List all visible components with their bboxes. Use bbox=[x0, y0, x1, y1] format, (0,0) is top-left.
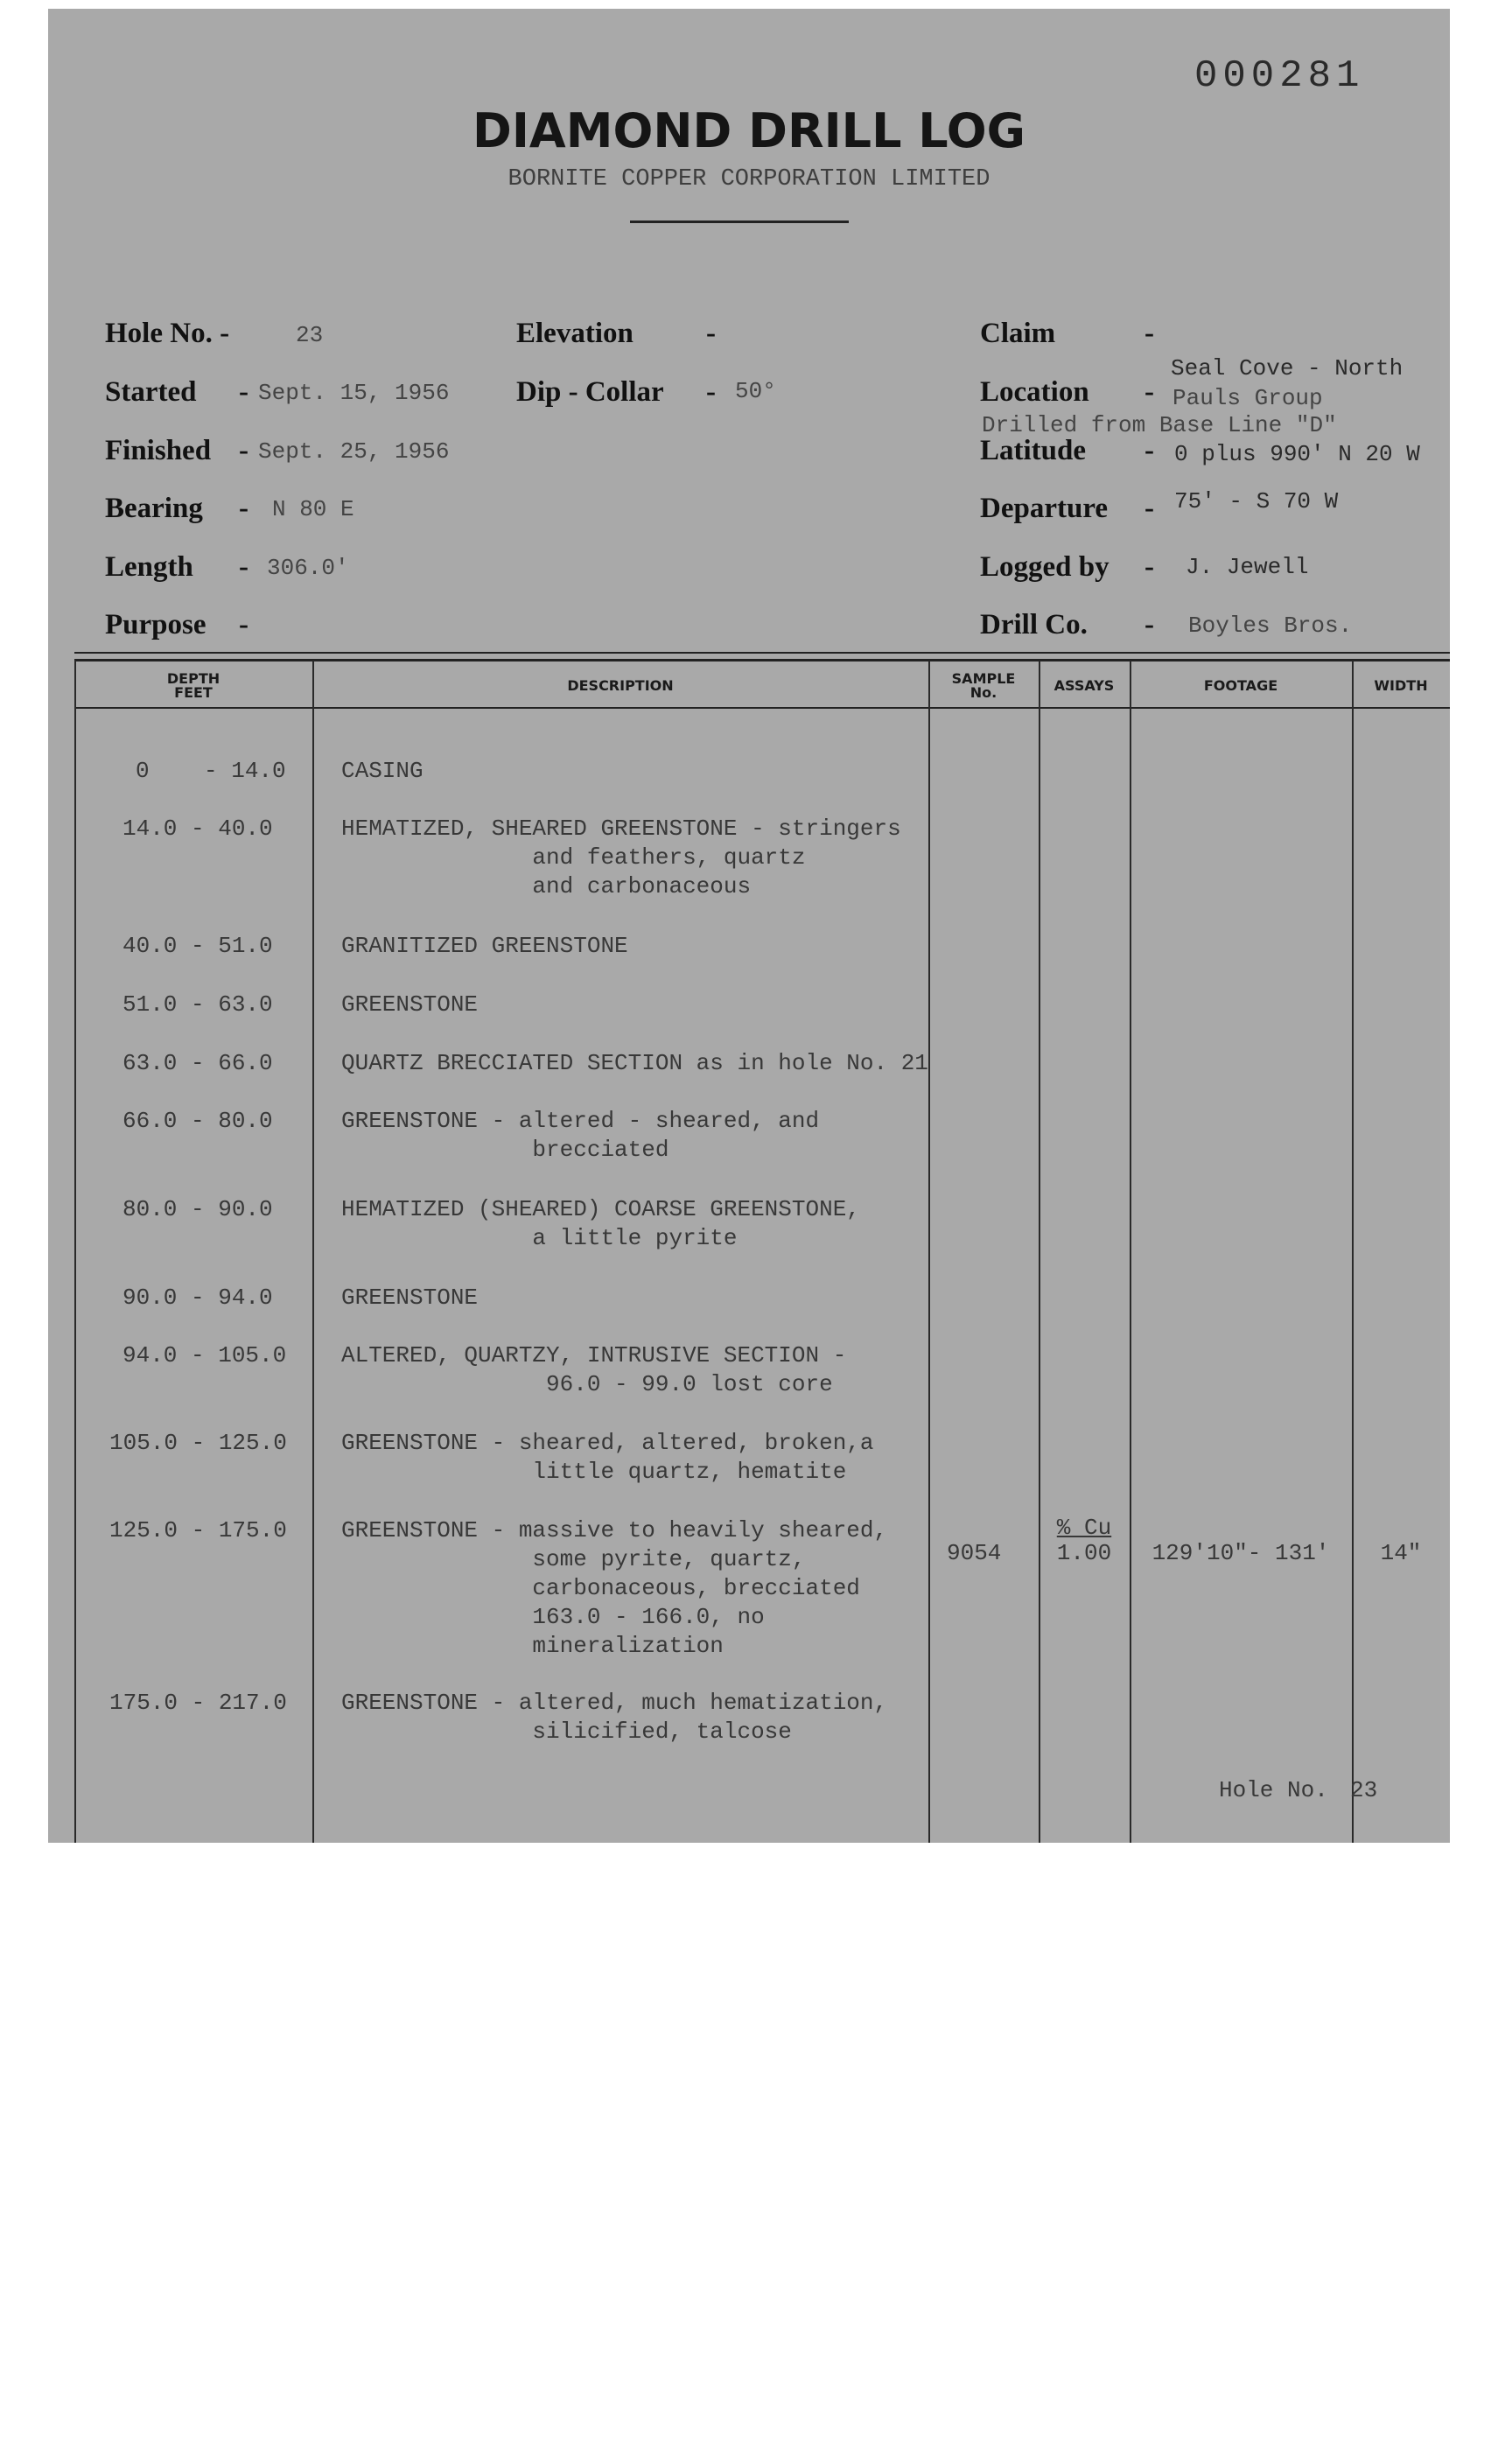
col-header-footage: FOOTAGE bbox=[1203, 677, 1278, 694]
purpose-dash: - bbox=[239, 609, 248, 640]
table-top-rule-2 bbox=[74, 659, 1450, 662]
departure-label: Departure bbox=[980, 493, 1109, 524]
col-header-assays: ASSAYS bbox=[1054, 677, 1115, 694]
elevation-label: Elevation bbox=[516, 318, 634, 349]
table-row-description: ALTERED, QUARTZY, INTRUSIVE SECTION - 96.0 - 99.0 lost core bbox=[341, 1342, 847, 1397]
col-divider-footage bbox=[1352, 661, 1354, 1843]
col-divider-assays bbox=[1130, 661, 1131, 1843]
finished-label: Finished bbox=[105, 435, 212, 466]
departure-dash: - bbox=[1144, 493, 1154, 524]
table-row-depth: 94.0 - 105.0 bbox=[122, 1342, 287, 1368]
table-row-depth: 63.0 - 66.0 bbox=[122, 1050, 273, 1076]
table-row-description: HEMATIZED, SHEARED GREENSTONE - stringers and feathers, quartz and carbonaceous bbox=[341, 816, 901, 900]
elevation-dash: - bbox=[706, 318, 716, 349]
table-row-description: QUARTZ BRECCIATED SECTION as in hole No. 21 bbox=[341, 1050, 928, 1076]
table-header-rule bbox=[74, 707, 1450, 709]
location-line2: Pauls Group bbox=[1172, 385, 1323, 411]
dip-collar-label: Dip - Collar bbox=[516, 376, 664, 408]
table-row-description: GREENSTONE bbox=[341, 991, 479, 1018]
sample-number: 9054 bbox=[947, 1540, 1002, 1566]
footer-hole-number: 23 bbox=[1350, 1777, 1378, 1803]
table-row-depth: 14.0 - 40.0 bbox=[122, 816, 273, 842]
location-label: Location bbox=[980, 376, 1089, 408]
col-header-sample: SAMPLE No. bbox=[951, 670, 1016, 701]
company-name: BORNITE COPPER CORPORATION LIMITED bbox=[508, 166, 990, 192]
dip-collar-dash: - bbox=[706, 376, 716, 408]
assay-value: 1.00 bbox=[1056, 1540, 1112, 1566]
finished-value: Sept. 25, 1956 bbox=[258, 438, 450, 465]
table-row-depth: 51.0 - 63.0 bbox=[122, 991, 273, 1018]
table-row-depth: 0 - 14.0 bbox=[136, 758, 286, 784]
table-row-description: GREENSTONE - altered - sheared, and brecciated bbox=[341, 1108, 820, 1163]
table-row-depth: 40.0 - 51.0 bbox=[122, 933, 273, 959]
started-dash: - bbox=[239, 376, 248, 408]
length-label: Length bbox=[105, 551, 193, 583]
started-label: Started bbox=[105, 376, 197, 408]
footage-value: 129'10"- 131' bbox=[1152, 1540, 1330, 1566]
purpose-label: Purpose bbox=[105, 609, 206, 640]
bearing-dash: - bbox=[239, 493, 248, 524]
latitude-value: 0 plus 990' N 20 W bbox=[1174, 441, 1420, 467]
drill-log-sheet bbox=[48, 9, 1450, 1843]
table-row-depth: 105.0 - 125.0 bbox=[109, 1430, 287, 1456]
bearing-label: Bearing bbox=[105, 493, 203, 524]
col-header-width: WIDTH bbox=[1374, 677, 1428, 694]
col-divider-sample bbox=[1039, 661, 1040, 1843]
latitude-dash: - bbox=[1144, 435, 1154, 466]
drill-co-value: Boyles Bros. bbox=[1188, 612, 1353, 639]
drill-co-dash: - bbox=[1144, 609, 1154, 640]
table-row-depth: 175.0 - 217.0 bbox=[109, 1690, 287, 1716]
dip-collar-value: 50° bbox=[735, 378, 776, 404]
claim-dash: - bbox=[1144, 318, 1154, 349]
table-border-left bbox=[74, 661, 76, 1843]
footer-hole-label: Hole No. bbox=[1219, 1777, 1328, 1803]
table-row-depth: 80.0 - 90.0 bbox=[122, 1196, 273, 1222]
length-value: 306.0' bbox=[267, 555, 349, 581]
hole-no-value: 23 bbox=[296, 322, 324, 348]
col-header-description: DESCRIPTION bbox=[567, 677, 674, 694]
table-row-depth: 90.0 - 94.0 bbox=[122, 1284, 273, 1311]
col-divider-depth bbox=[312, 661, 314, 1843]
title-underline bbox=[630, 220, 849, 223]
hole-no-label: Hole No. - bbox=[105, 318, 230, 349]
col-divider-description bbox=[928, 661, 930, 1843]
table-row-description: GREENSTONE - sheared, altered, broken,a little quartz, hematite bbox=[341, 1430, 874, 1485]
document-serial-number: 000281 bbox=[1194, 54, 1365, 98]
table-row-description: GREENSTONE - massive to heavily sheared, some pyrite, quartz, carbonaceous, brecciated 163.0 - 166.0, no mineralization bbox=[341, 1517, 888, 1659]
started-value: Sept. 15, 1956 bbox=[258, 380, 450, 406]
bearing-value: N 80 E bbox=[272, 496, 354, 522]
drill-co-label: Drill Co. bbox=[980, 609, 1088, 640]
latitude-label: Latitude bbox=[980, 435, 1087, 466]
drilled-from-note: Drilled from Base Line "D" bbox=[982, 412, 1337, 438]
length-dash: - bbox=[239, 551, 248, 583]
table-top-rule bbox=[74, 652, 1450, 654]
width-value: 14" bbox=[1380, 1540, 1422, 1566]
table-row-description: GREENSTONE - altered, much hematization, silicified, talcose bbox=[341, 1690, 888, 1745]
location-dash: - bbox=[1144, 376, 1154, 408]
location-line1: Seal Cove - North bbox=[1171, 355, 1404, 382]
table-row-description: GREENSTONE bbox=[341, 1284, 479, 1311]
table-row-depth: 125.0 - 175.0 bbox=[109, 1517, 287, 1544]
col-header-depth: DEPTH FEET bbox=[166, 670, 220, 701]
logged-by-label: Logged by bbox=[980, 551, 1110, 583]
table-row-description: GRANITIZED GREENSTONE bbox=[341, 933, 628, 959]
assay-unit: % Cu bbox=[1056, 1515, 1112, 1541]
table-row-depth: 66.0 - 80.0 bbox=[122, 1108, 273, 1134]
departure-value: 75' - S 70 W bbox=[1174, 488, 1339, 514]
table-row-description: HEMATIZED (SHEARED) COARSE GREENSTONE, a little pyrite bbox=[341, 1196, 860, 1251]
table-row-description: CASING bbox=[341, 758, 424, 784]
logged-by-dash: - bbox=[1144, 551, 1154, 583]
claim-label: Claim bbox=[980, 318, 1056, 349]
logged-by-value: J. Jewell bbox=[1186, 554, 1309, 580]
document-title: DIAMOND DRILL LOG bbox=[472, 103, 1026, 158]
finished-dash: - bbox=[239, 435, 248, 466]
